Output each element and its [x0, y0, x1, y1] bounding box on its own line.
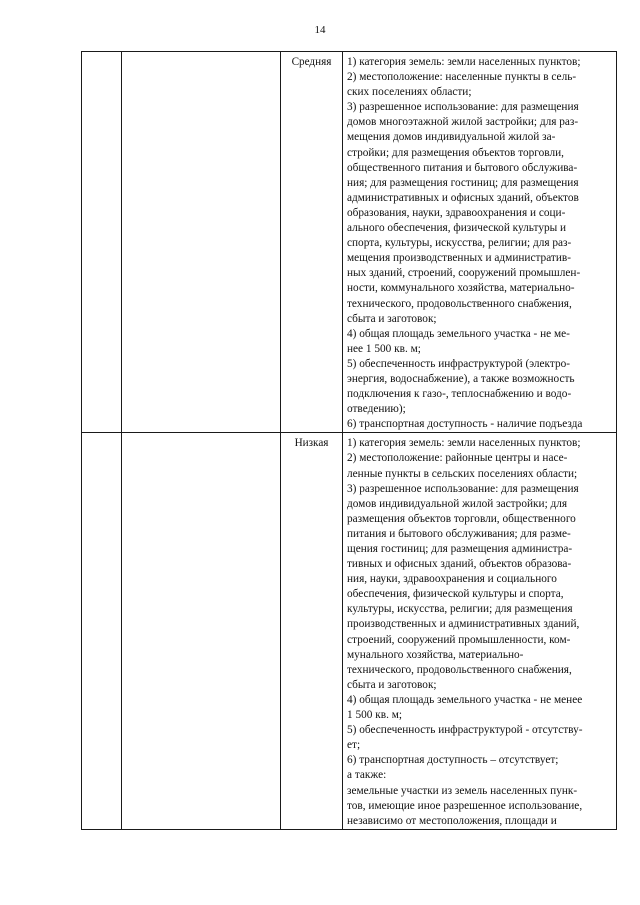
criteria-line: 2) местоположение: населенные пункты в сель- [347, 71, 577, 84]
criteria-line: ния; для размещения гостиниц; для размещения [347, 176, 579, 189]
criteria-line: технического, продовольственного снабжения, [347, 297, 572, 310]
criteria-line: строений, сооружений промышленности, ком- [347, 633, 571, 646]
criteria-line: подключения к газо-, теплоснабжению и водо- [347, 388, 572, 401]
criteria-line: 4) общая площадь земельного участка - не ме- [347, 327, 570, 340]
criteria-line: 6) транспортная доступность - наличие подъезда [347, 418, 583, 431]
criteria-line: щения гостиниц; для размещения администра- [347, 543, 573, 555]
name-cell [122, 52, 281, 433]
criteria-line: производственных и административных зданий, [347, 618, 580, 631]
criteria-line: 3) разрешенное использование: для размещения [347, 482, 579, 495]
criteria-line: питания и бытового обслуживания; для разме- [347, 527, 571, 540]
criteria-line: 6) транспортная доступность – отсутствует; [347, 754, 559, 767]
criteria-line: 3) разрешенное использование: для размещения [347, 101, 579, 114]
criteria-line: земельные участки из земель населенных пунк- [347, 784, 578, 797]
criteria-line: а также: [347, 769, 387, 782]
criteria-line: энергия, водоснабжение), а также возможность [347, 372, 575, 385]
criteria-line: культуры, искусства, религии; для размещения [347, 603, 573, 616]
criteria-line: образования, науки, здравоохранения и соци- [347, 206, 566, 219]
criteria-line: домов индивидуальной жилой застройки; для [347, 497, 568, 510]
criteria-line: 1) категория земель: земли населенных пунктов; [347, 56, 581, 68]
table-row-medium [82, 52, 617, 433]
criteria-line: независимо от местоположения, площади и [347, 814, 557, 827]
criteria-line: ленные пункты в сельских поселениях области; [347, 467, 578, 480]
criteria-line: ния, науки, здравоохранения и социального [347, 573, 557, 586]
criteria-line: 5) обеспеченность инфраструктурой - отсутству- [347, 724, 583, 737]
criteria-line: отведению); [347, 403, 406, 416]
criteria-line: технического, продовольственного снабжения, [347, 663, 572, 676]
criteria-cell-low [343, 433, 617, 829]
criteria-line: ности, коммунального хозяйства, материально- [347, 282, 575, 295]
criteria-line: ских поселениях области; [347, 86, 472, 99]
criteria-line: мунального хозяйства, материально- [347, 648, 524, 661]
criteria-line: размещения объектов торговли, общественного [347, 512, 576, 525]
criteria-line: ет; [347, 739, 361, 752]
number-cell [82, 433, 122, 829]
criteria-line: ных зданий, строений, сооружений промышлен- [347, 267, 581, 280]
criteria-line: ального обеспечения, физической культуры и [347, 222, 567, 235]
criteria-line: общественного питания и бытового обслужива- [347, 161, 578, 174]
criteria-line: тов, имеющие иное разрешенное использование, [347, 799, 583, 812]
table-row-low [82, 433, 617, 829]
criteria-line: 4) общая площадь земельного участка - не менее [347, 693, 583, 706]
criteria-line: 1) категория земель: земли населенных пунктов; [347, 437, 581, 450]
criteria-line: обеспечения, физической культуры и спорта, [347, 588, 564, 601]
level-cell-medium: Средняя [281, 52, 343, 433]
criteria-line: нее 1 500 кв. м; [347, 342, 421, 355]
criteria-cell-medium [343, 52, 617, 433]
criteria-line: мещения производственных и административ- [347, 252, 572, 265]
land-criteria-table [81, 51, 617, 830]
criteria-line: тивных и офисных зданий, объектов образова- [347, 558, 572, 571]
number-cell [82, 52, 122, 433]
criteria-line: 1 500 кв. м; [347, 709, 403, 722]
criteria-line: 2) местоположение: районные центры и насе- [347, 452, 568, 465]
page-number: 14 [314, 24, 326, 36]
level-cell-low: Низкая [281, 433, 343, 829]
criteria-line: мещения домов индивидуальной жилой за- [347, 131, 556, 144]
criteria-line: сбыта и заготовок; [347, 312, 437, 325]
criteria-line: стройки; для размещения объектов торговли, [347, 146, 564, 159]
criteria-line: 5) обеспеченность инфраструктурой (электро- [347, 357, 570, 370]
criteria-line: сбыта и заготовок; [347, 678, 437, 691]
criteria-line: административных и офисных зданий, объектов [347, 191, 579, 204]
criteria-line: спорта, культуры, искусства, религии; для раз- [347, 237, 572, 250]
name-cell [122, 433, 281, 829]
criteria-line: домов многоэтажной жилой застройки; для раз- [347, 116, 579, 129]
